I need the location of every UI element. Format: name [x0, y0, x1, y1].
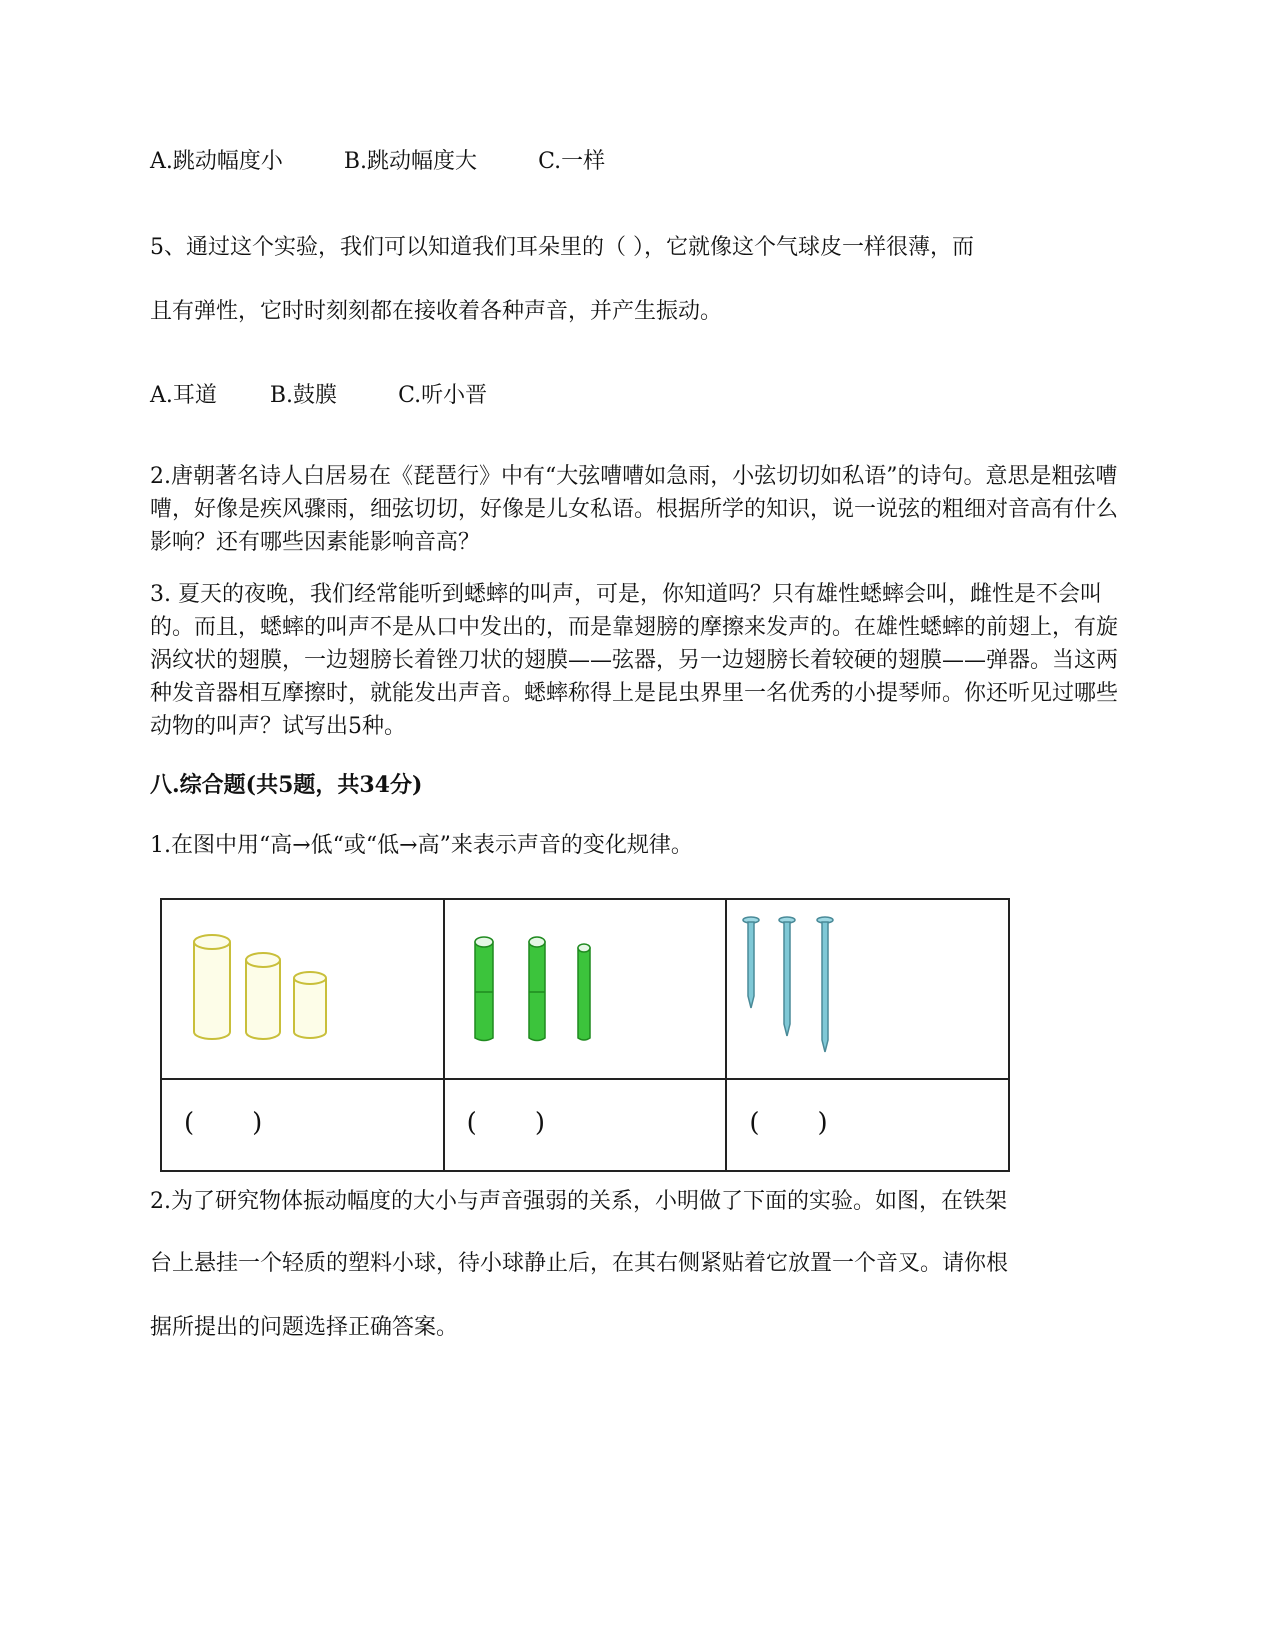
nails-image — [727, 900, 1007, 1078]
pitch-figure-table — [160, 898, 1010, 1172]
q5-option-a: A.耳道 — [150, 383, 217, 408]
q2-experiment-line2: 台上悬挂一个轻质的塑料小球，待小球静止后，在其右侧紧贴着它放置一个音叉。请你根 — [150, 1251, 1009, 1276]
answer-cell-2[interactable] — [444, 1079, 727, 1171]
paren-right: ) — [252, 1108, 263, 1138]
question-2-poem: 2.唐朝著名诗人白居易在《琵琶行》中有“大弦嘈嘈如急雨，小弦切切如私语”的诗句。意思是粗弦嘈嘈，好像是疾风骤雨，细弦切切，好像是儿女私语。根据所学的知识，说一说弦的粗细对音高有什么影响？还有哪些因素能影响音高？ — [150, 464, 1119, 555]
bamboo-tubes-image — [445, 900, 725, 1078]
q4-options — [150, 144, 605, 175]
q2-experiment-line3: 据所提出的问题选择正确答案。 — [150, 1315, 459, 1340]
bamboo-cell — [444, 899, 727, 1079]
q1-instruction: 1.在图中用“高→低“或“低→高”来表示声音的变化规律。 — [150, 833, 693, 858]
nails-cell — [726, 899, 1009, 1079]
paren-left: ( — [184, 1108, 195, 1138]
paren-left: ( — [749, 1108, 760, 1138]
cylinders-image — [162, 900, 442, 1078]
cylinders-cell — [161, 899, 444, 1079]
answer-cell-3[interactable] — [726, 1079, 1009, 1171]
paren-left: ( — [466, 1108, 477, 1138]
answer-cell-1[interactable] — [161, 1079, 444, 1171]
q4-option-a: A.跳动幅度小 — [150, 149, 283, 174]
q2-experiment-line1: 2.为了研究物体振动幅度的大小与声音强弱的关系，小明做了下面的实验。如图，在铁架 — [150, 1189, 1007, 1214]
q4-option-c: C.一样 — [538, 149, 606, 174]
question-3-cricket: 3. 夏天的夜晚，我们经常能听到蟋蟀的叫声，可是，你知道吗？只有雄性蟋蟀会叫，雌性是不会叫的。而且，蟋蟀的叫声不是从口中发出的，而是靠翅膀的摩擦来发声的。在雄性蟋蟀的前翅上，有旋涡纹状的翅膜，一边翅膀长着锉刀状的翅膜——弦器，另一边翅膀长着较硬的翅膜——弹器。当这两种发音器相互摩擦时，就能发出声音。蟋蟀称得上是昆虫界里一名优秀的小提琴师。你还听见过哪些动物的叫声？试写出5种。 — [150, 582, 1119, 739]
q5-option-c: C.听小晋 — [398, 383, 488, 408]
q5-option-b: B.鼓膜 — [269, 383, 338, 408]
paren-right: ) — [534, 1108, 545, 1138]
paren-right: ) — [817, 1108, 828, 1138]
q5-line2: 且有弹性，它时时刻刻都在接收着各种声音，并产生振动。 — [150, 299, 723, 324]
q5-line1: 5、通过这个实验，我们可以知道我们耳朵里的（ ），它就像这个气球皮一样很薄，而 — [150, 235, 974, 260]
section-heading: 八.综合题(共5题，共34分) — [150, 772, 423, 798]
q4-option-b: B.跳动幅度大 — [343, 149, 478, 174]
q5-options — [150, 378, 487, 409]
